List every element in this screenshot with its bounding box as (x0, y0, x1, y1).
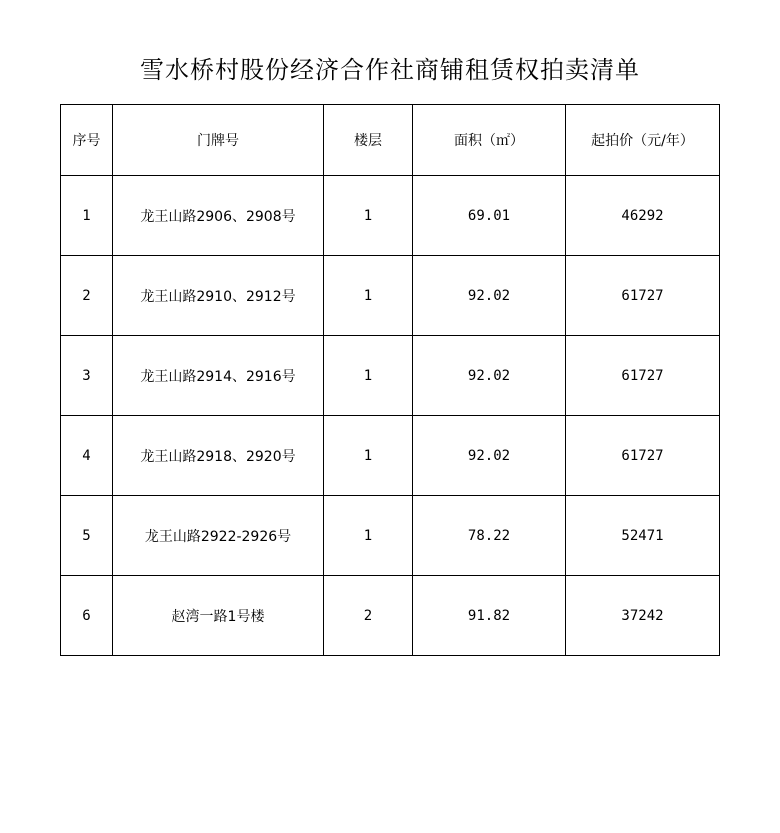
cell-floor: 1 (324, 176, 413, 256)
cell-floor: 1 (324, 416, 413, 496)
cell-area: 78.22 (413, 496, 566, 576)
table-row (61, 576, 720, 656)
cell-index: 4 (61, 416, 113, 496)
cell-area: 69.01 (413, 176, 566, 256)
header-floor: 楼层 (324, 105, 413, 176)
page-title: 雪水桥村股份经济合作社商铺租赁权拍卖清单 (140, 56, 640, 84)
cell-area: 91.82 (413, 576, 566, 656)
cell-floor: 1 (324, 496, 413, 576)
cell-index: 6 (61, 576, 113, 656)
cell-index: 2 (61, 256, 113, 336)
cell-index: 1 (61, 176, 113, 256)
cell-price: 61727 (566, 336, 720, 416)
table-row (61, 336, 720, 416)
cell-index: 3 (61, 336, 113, 416)
cell-index: 5 (61, 496, 113, 576)
table-row (61, 496, 720, 576)
auction-list-table (60, 104, 720, 656)
cell-area: 92.02 (413, 336, 566, 416)
cell-address: 龙王山路2918、2920号 (113, 416, 324, 496)
cell-address: 赵湾一路1号楼 (113, 576, 324, 656)
cell-address: 龙王山路2910、2912号 (113, 256, 324, 336)
table-row (61, 176, 720, 256)
cell-floor: 1 (324, 336, 413, 416)
header-area: 面积（㎡） (413, 105, 566, 176)
cell-price: 46292 (566, 176, 720, 256)
header-index: 序号 (61, 105, 113, 176)
cell-area: 92.02 (413, 416, 566, 496)
table-row (61, 256, 720, 336)
cell-floor: 2 (324, 576, 413, 656)
table-header-row (61, 105, 720, 176)
cell-address: 龙王山路2914、2916号 (113, 336, 324, 416)
header-address: 门牌号 (113, 105, 324, 176)
cell-floor: 1 (324, 256, 413, 336)
table-row (61, 416, 720, 496)
cell-price: 61727 (566, 416, 720, 496)
cell-address: 龙王山路2906、2908号 (113, 176, 324, 256)
cell-price: 52471 (566, 496, 720, 576)
header-price: 起拍价（元/年） (566, 105, 720, 176)
cell-address: 龙王山路2922-2926号 (113, 496, 324, 576)
cell-price: 37242 (566, 576, 720, 656)
cell-price: 61727 (566, 256, 720, 336)
cell-area: 92.02 (413, 256, 566, 336)
